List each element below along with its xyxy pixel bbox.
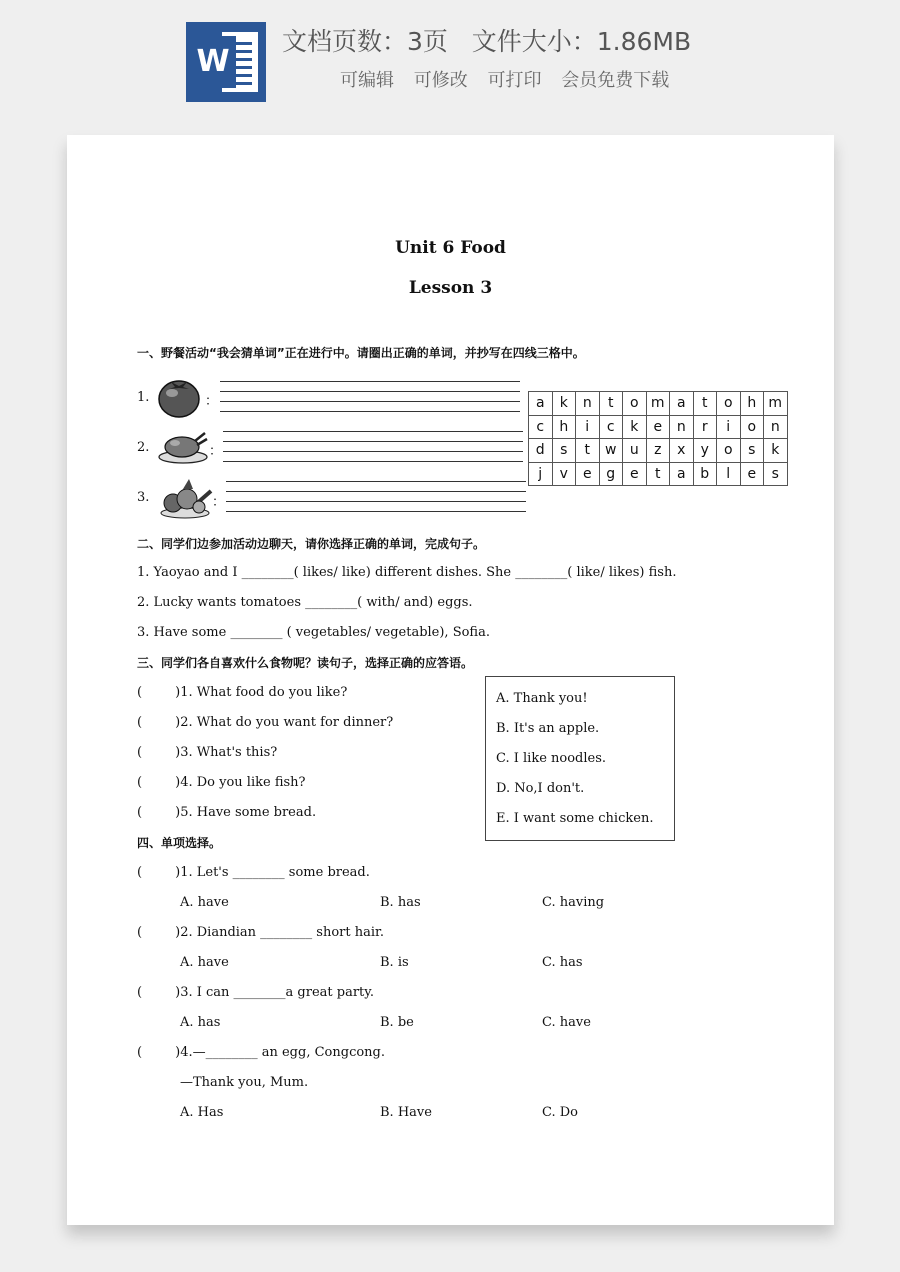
item-3-colon: ： — [212, 495, 226, 510]
grid-cell[interactable]: o — [740, 415, 764, 439]
grid-cell[interactable]: o — [717, 439, 741, 463]
grid-row — [529, 462, 788, 486]
sec3-question-5: ( )5. Have some bread. — [137, 805, 317, 820]
tag-editable: 可编辑 — [340, 70, 394, 91]
grid-cell[interactable]: z — [646, 439, 670, 463]
sec4-q2-option-a: A. have — [180, 955, 229, 970]
writing-lines-3[interactable] — [226, 481, 526, 511]
tag-modifiable: 可修改 — [413, 70, 468, 91]
grid-cell[interactable]: e — [740, 462, 764, 486]
grid-cell[interactable]: t — [646, 462, 670, 486]
grid-cell[interactable]: b — [693, 462, 717, 486]
grid-cell[interactable]: s — [552, 439, 576, 463]
grid-cell[interactable]: d — [529, 439, 553, 463]
answer-options-box — [485, 676, 675, 841]
grid-cell[interactable]: t — [576, 439, 600, 463]
grid-cell[interactable]: k — [552, 392, 576, 416]
grid-cell[interactable]: s — [740, 439, 764, 463]
grid-cell[interactable]: h — [552, 415, 576, 439]
grid-cell[interactable]: j — [529, 462, 553, 486]
section-4-heading: 四、单项选择。 — [137, 836, 222, 850]
sec4-q4-reply: —Thank you, Mum. — [180, 1075, 309, 1090]
grid-cell[interactable]: u — [623, 439, 647, 463]
file-info-title: 文档页数：3页 文件大小：1.86MB — [282, 27, 692, 56]
sec4-q4-option-a: A. Has — [180, 1105, 224, 1120]
sec2-line-1: 1. Yaoyao and I ________( likes/ like) different dishes. She ________( like/ likes) fish. — [137, 565, 677, 580]
grid-cell[interactable]: t — [599, 392, 623, 416]
item-2-number: 2. — [137, 440, 150, 455]
answer-option-b: B. It's an apple. — [496, 721, 600, 736]
grid-cell[interactable]: h — [740, 392, 764, 416]
sec4-q3-option-a: A. has — [180, 1015, 221, 1030]
doc-title: Unit 6 Food — [395, 238, 506, 258]
sec4-q4-option-b: B. Have — [380, 1105, 432, 1120]
grid-cell[interactable]: n — [670, 415, 694, 439]
sec4-q2-option-b: B. is — [380, 955, 409, 970]
sec4-q1-option-c: C. having — [542, 895, 605, 910]
header-banner — [0, 0, 900, 120]
grid-cell[interactable]: g — [599, 462, 623, 486]
tomato-icon — [157, 375, 205, 419]
sec3-question-4: ( )4. Do you like fish? — [137, 775, 306, 790]
item-1-colon: ： — [205, 394, 219, 409]
sec4-q4-stem: ( )4.—________ an egg, Congcong. — [137, 1045, 385, 1060]
item-2-colon: ： — [209, 444, 223, 459]
doc-lesson: Lesson 3 — [408, 278, 493, 298]
feature-tags — [340, 66, 683, 92]
answer-option-c: C. I like noodles. — [496, 751, 607, 766]
grid-cell[interactable]: w — [599, 439, 623, 463]
writing-lines-2[interactable] — [223, 431, 523, 461]
sec4-q4-option-c: C. Do — [542, 1105, 578, 1120]
tag-free-download: 会员免费下载 — [561, 70, 670, 91]
grid-cell[interactable]: v — [552, 462, 576, 486]
grid-cell[interactable]: t — [693, 392, 717, 416]
sec4-q3-stem: ( )3. I can ________a great party. — [137, 985, 375, 1000]
grid-cell[interactable]: x — [670, 439, 694, 463]
grid-cell[interactable]: a — [670, 392, 694, 416]
section-2-heading: 二、同学们边参加活动边聊天，请你选择正确的单词，完成句子。 — [137, 537, 486, 551]
sec4-q3-option-b: B. be — [380, 1015, 414, 1030]
grid-cell[interactable]: i — [717, 415, 741, 439]
item-3-number: 3. — [137, 490, 150, 505]
writing-lines-1[interactable] — [220, 381, 520, 411]
grid-row — [529, 439, 788, 463]
roast-chicken-icon — [157, 429, 209, 465]
grid-cell[interactable]: c — [529, 415, 553, 439]
word-search-grid[interactable] — [528, 391, 788, 486]
grid-cell[interactable]: e — [646, 415, 670, 439]
grid-row — [529, 415, 788, 439]
section-1-heading: 一、野餐活动“我会猜单词”正在进行中。请圈出正确的单词，并抄写在四线三格中。 — [137, 346, 585, 360]
grid-cell[interactable]: s — [764, 462, 788, 486]
grid-cell[interactable]: e — [623, 462, 647, 486]
document-page — [67, 135, 834, 1225]
grid-cell[interactable]: c — [599, 415, 623, 439]
sec4-q1-option-a: A. have — [180, 895, 229, 910]
answer-option-e: E. I want some chicken. — [496, 811, 654, 826]
grid-cell[interactable]: o — [717, 392, 741, 416]
answer-option-d: D. No,I don't. — [496, 781, 585, 796]
sec4-q3-option-c: C. have — [542, 1015, 591, 1030]
grid-cell[interactable]: k — [764, 439, 788, 463]
grid-cell[interactable]: m — [646, 392, 670, 416]
sec3-question-1: ( )1. What food do you like? — [137, 685, 348, 700]
vegetables-icon — [157, 477, 213, 519]
sec2-line-3: 3. Have some ________ ( vegetables/ vegetable), Sofia. — [137, 625, 490, 640]
grid-cell[interactable]: n — [764, 415, 788, 439]
word-document-icon — [186, 22, 266, 102]
sec3-question-3: ( )3. What's this? — [137, 745, 278, 760]
grid-cell[interactable]: m — [764, 392, 788, 416]
item-1-number: 1. — [137, 390, 150, 405]
sec4-q1-stem: ( )1. Let's ________ some bread. — [137, 865, 370, 880]
grid-cell[interactable]: y — [693, 439, 717, 463]
grid-cell[interactable]: k — [623, 415, 647, 439]
section-3-heading: 三、同学们各自喜欢什么食物呢？读句子，选择正确的应答语。 — [137, 656, 474, 670]
grid-cell[interactable]: n — [576, 392, 600, 416]
grid-cell[interactable]: o — [623, 392, 647, 416]
sec4-q1-option-b: B. has — [380, 895, 421, 910]
grid-cell[interactable]: a — [529, 392, 553, 416]
answer-option-a: A. Thank you! — [496, 691, 588, 706]
tag-printable: 可打印 — [487, 70, 542, 91]
sec4-q2-stem: ( )2. Diandian ________ short hair. — [137, 925, 384, 940]
grid-row — [529, 392, 788, 416]
grid-cell[interactable]: l — [717, 462, 741, 486]
grid-cell[interactable]: a — [670, 462, 694, 486]
sec3-question-2: ( )2. What do you want for dinner? — [137, 715, 394, 730]
grid-cell[interactable]: i — [576, 415, 600, 439]
sec2-line-2: 2. Lucky wants tomatoes ________( with/ and) eggs. — [137, 595, 473, 610]
sec4-q2-option-c: C. has — [542, 955, 583, 970]
grid-cell[interactable]: e — [576, 462, 600, 486]
word-icon-letter: W — [190, 36, 236, 88]
grid-cell[interactable]: r — [693, 415, 717, 439]
